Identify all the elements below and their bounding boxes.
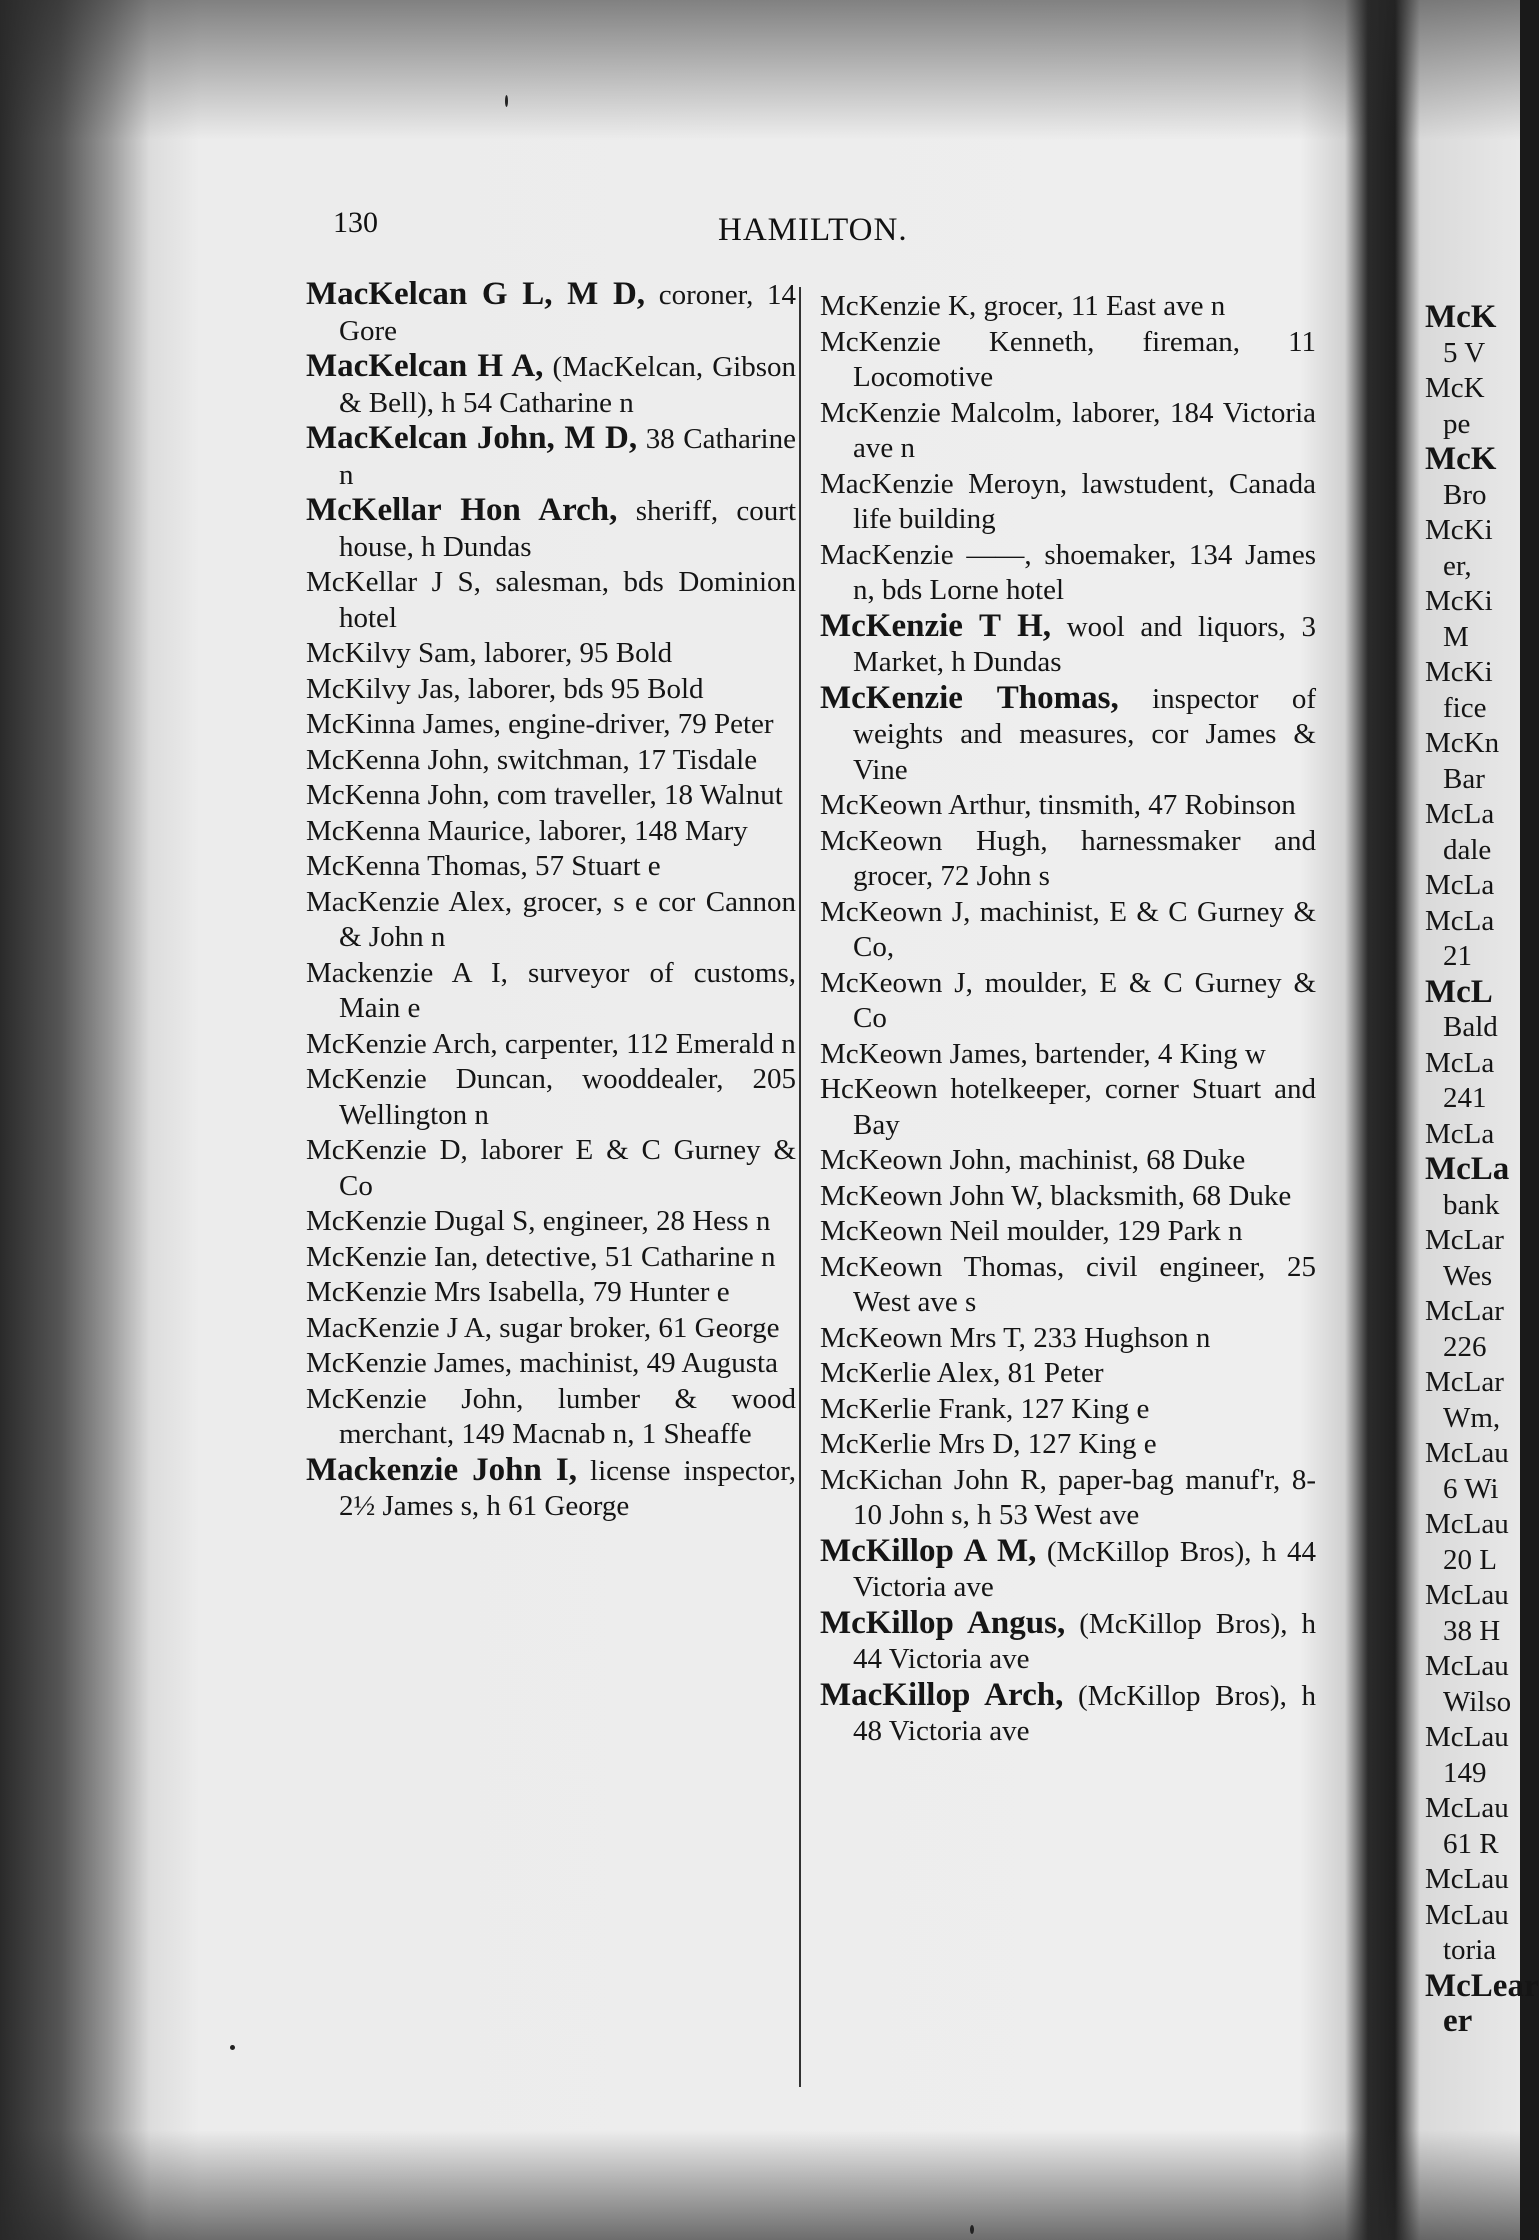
directory-entry <box>820 609 1316 681</box>
partial-entry-fragment: McLa <box>1425 798 1495 830</box>
partial-entry-fragment: 38 H <box>1443 1614 1501 1647</box>
partial-entry-fragment: toria <box>1443 1934 1497 1966</box>
entry-details: sugar broker, 61 George <box>492 1311 780 1344</box>
directory-entry <box>306 565 796 636</box>
directory-entry <box>306 1311 796 1347</box>
partial-entry-fragment: 226 <box>1443 1330 1487 1363</box>
directory-entry <box>820 396 1316 467</box>
directory-entry <box>820 895 1316 966</box>
entry-name: MacKenzie J A, <box>306 1311 493 1344</box>
entry-name: McKenzie Thomas, <box>820 679 1119 716</box>
directory-entry <box>306 1133 796 1204</box>
entry-name: Mackenzie A I, <box>306 956 508 989</box>
directory-entry <box>820 824 1316 895</box>
entry-details: 79 Hunter e <box>585 1276 730 1308</box>
entry-details: moulder, E & C Gurney & Co <box>853 966 1317 1034</box>
partial-entry-fragment: bank <box>1443 1188 1500 1221</box>
partial-entry-fragment: McLa <box>1425 1117 1495 1150</box>
entry-name: McKeown John W, <box>820 1179 1044 1212</box>
directory-entry <box>306 707 796 743</box>
entry-details: coroner, 14 Gore <box>339 279 796 347</box>
directory-entry <box>820 1463 1316 1534</box>
partial-entry-fragment: 21 <box>1443 940 1472 972</box>
entry-details: hotelkeeper, corner Stuart and Bay <box>853 1073 1316 1141</box>
entry-name: McKerlie Mrs D, <box>820 1428 1021 1460</box>
partial-entry-fragment: 5 V <box>1443 336 1486 369</box>
entry-name: McKeown Neil <box>820 1215 1000 1247</box>
partial-entry-fragment: McLau <box>1425 1579 1509 1611</box>
entry-details: fireman, 11 Locomotive <box>853 325 1316 393</box>
partial-entry-fragment: 149 <box>1443 1756 1487 1789</box>
directory-entry <box>306 814 796 850</box>
directory-entry <box>820 1534 1316 1606</box>
entry-name: McKenzie Kenneth, <box>820 325 1095 358</box>
entry-name: MacKelcan H A, <box>306 348 544 384</box>
entry-details: lawstudent, Canada life building <box>853 467 1316 535</box>
entry-details: lumber & wood merchant, 149 Macnab n, 1 Sheaffe <box>339 1382 796 1450</box>
entry-details: 127 King e <box>1013 1392 1150 1425</box>
directory-entry <box>820 1392 1316 1428</box>
partial-entry-fragment: McLear <box>1425 1967 1539 2004</box>
entry-name: McKenzie James, <box>306 1347 513 1379</box>
bottom-edge-shadow <box>0 2130 1520 2240</box>
directory-entry <box>820 1072 1316 1143</box>
entry-details: switchman, 17 Tisdale <box>489 743 758 776</box>
entry-name: MacKenzie Meroyn, <box>820 467 1068 500</box>
scan-speck <box>505 95 508 107</box>
entry-name: McKeown Mrs T, <box>820 1321 1026 1354</box>
entry-name: McKeown James, <box>820 1037 1028 1070</box>
entry-details: 38 Catharine n <box>339 423 796 491</box>
entry-details: wooddealer, 205 Wellington n <box>339 1063 796 1131</box>
directory-entry <box>306 277 796 349</box>
entry-details: machinist, 68 Duke <box>1011 1144 1246 1176</box>
entry-details: machinist, 49 Augusta <box>512 1347 778 1379</box>
partial-entry-fragment: 241 <box>1443 1082 1487 1114</box>
directory-entry <box>306 849 796 885</box>
entry-details: moulder, 129 Park n <box>999 1215 1243 1247</box>
scan-speck <box>230 2045 235 2050</box>
directory-entry <box>306 1062 796 1133</box>
entry-details: grocer, 11 East ave n <box>976 290 1226 322</box>
partial-entry-fragment: McLau <box>1425 1650 1509 1682</box>
partial-entry-fragment: McLau <box>1425 1863 1509 1895</box>
entry-details: inspector of weights and measures, cor James & Vine <box>853 682 1316 786</box>
entry-details: laborer, 148 Mary <box>531 814 748 847</box>
partial-entry-fragment: Bald <box>1443 1011 1498 1043</box>
directory-entry <box>306 743 796 779</box>
directory-entry <box>820 1606 1316 1678</box>
entry-details: sheriff, court house, h Dundas <box>339 495 796 563</box>
partial-entry-fragment: McLa <box>1425 869 1495 901</box>
entry-name: MacKelcan John, M D, <box>306 420 638 456</box>
entry-details: engine-driver, 79 Peter <box>500 708 774 740</box>
partial-entry-fragment: McLa <box>1425 1151 1510 1187</box>
entry-details: (McKillop Bros), h 44 Victoria ave <box>853 1535 1316 1603</box>
directory-entry <box>820 1356 1316 1392</box>
entry-details: engineer, 28 Hess n <box>535 1205 771 1237</box>
directory-entry <box>820 1179 1316 1215</box>
directory-entry <box>820 966 1316 1037</box>
entry-name: McKeown J, <box>820 966 973 999</box>
directory-entry <box>306 636 796 672</box>
directory-entry <box>820 1321 1316 1357</box>
partial-entry-fragment: 6 Wi <box>1443 1472 1499 1505</box>
partial-entry-fragment: McK <box>1425 441 1497 477</box>
entry-name: McKenna Maurice, <box>306 814 532 847</box>
directory-entry <box>306 1382 796 1453</box>
partial-entry-fragment: McLa <box>1425 904 1495 937</box>
partial-entry-fragment: McKi <box>1425 585 1493 617</box>
entry-details: civil engineer, 25 West ave s <box>853 1250 1316 1318</box>
directory-entry <box>820 325 1316 396</box>
partial-entry-fragment: McLa <box>1425 1046 1495 1079</box>
partial-entry-fragment: pe <box>1443 407 1471 440</box>
entry-name: McKeown John, <box>820 1144 1012 1176</box>
entry-name: McKillop A M, <box>820 1532 1037 1569</box>
entry-name: McKillop Angus, <box>820 1604 1066 1641</box>
entry-name: McKenzie K, <box>820 290 977 322</box>
partial-entry-fragment: McLar <box>1425 1224 1504 1256</box>
directory-entry <box>820 289 1316 325</box>
directory-column-left <box>306 277 796 1525</box>
entry-name: McKeown Arthur, <box>820 789 1032 821</box>
entry-details: laborer, 184 Victoria ave n <box>853 396 1316 464</box>
partial-entry-fragment: McKn <box>1425 727 1500 759</box>
entry-name: McKenzie Arch, <box>306 1027 498 1060</box>
partial-entry-fragment: McLau <box>1425 1792 1509 1824</box>
directory-entry <box>306 672 796 708</box>
entry-details: laborer E & C Gurney & Co <box>339 1134 796 1202</box>
directory-entry <box>306 1027 796 1063</box>
partial-entry-fragment: Bro <box>1443 478 1487 511</box>
scan-speck <box>970 2225 974 2234</box>
entry-name: McKenzie T H, <box>820 607 1052 644</box>
entry-name: McKenna Thomas, <box>306 850 528 882</box>
entry-name: McKenna John, <box>306 779 490 811</box>
directory-entry <box>306 421 796 493</box>
directory-entry <box>306 1346 796 1382</box>
directory-entry <box>306 1275 796 1311</box>
entry-name: McKilvy Jas, <box>306 672 461 705</box>
top-edge-shadow <box>0 0 1520 140</box>
entry-name: McKilvy Sam, <box>306 637 477 669</box>
entry-name: McKenzie Malcolm, <box>820 396 1063 429</box>
partial-entry-fragment: er <box>1443 2003 1473 2039</box>
entry-name: McKerlie Frank, <box>820 1392 1014 1425</box>
partial-entry-fragment: McLau <box>1425 1721 1509 1753</box>
partial-entry-fragment: McLar <box>1425 1295 1504 1327</box>
entry-details: shoemaker, 134 James n, bds Lorne hotel <box>853 538 1316 606</box>
column-rule <box>799 287 801 2087</box>
entry-details: surveyor of customs, Main e <box>339 956 796 1024</box>
entry-details: detective, 51 Catharine n <box>478 1240 776 1273</box>
entry-name: McKeown Hugh, <box>820 824 1048 857</box>
directory-entry <box>306 778 796 814</box>
partial-entry-fragment: Wilso <box>1443 1685 1512 1718</box>
partial-entry-fragment: Bar <box>1443 762 1485 795</box>
page-number: 130 <box>333 206 378 239</box>
entry-details: wool and liquors, 3 Market, h Dundas <box>853 610 1316 678</box>
entry-details: machinist, E & C Gurney & Co, <box>853 895 1317 963</box>
partial-entry-fragment: McL <box>1425 973 1493 1010</box>
entry-details: paper-bag manuf'r, 8-10 John s, h 53 West ave <box>853 1463 1316 1531</box>
entry-details: salesman, bds Dominion hotel <box>339 566 797 634</box>
directory-entry <box>820 538 1316 609</box>
directory-entry <box>306 885 796 956</box>
entry-name: McKenzie John, <box>306 1382 524 1415</box>
directory-entry <box>820 1214 1316 1250</box>
entry-name: McKenzie D, <box>306 1134 468 1166</box>
entry-details: 57 Stuart e <box>527 850 661 882</box>
directory-entry <box>820 467 1316 538</box>
entry-name: McKenzie Duncan, <box>306 1063 554 1095</box>
entry-name: McKinna James, <box>306 708 501 740</box>
directory-entry <box>820 1037 1316 1073</box>
entry-name: MacKelcan G L, M D, <box>306 276 646 312</box>
entry-name: MacKillop Arch, <box>820 1676 1064 1713</box>
directory-entry <box>306 1204 796 1240</box>
entry-name: MacKenzie ——, <box>820 538 1032 571</box>
partial-entry-fragment: Wm, <box>1443 1401 1501 1434</box>
directory-entry <box>820 1678 1316 1750</box>
directory-entry <box>306 349 796 421</box>
entry-details: license inspector, 2½ James s, h 61 George <box>339 1454 796 1522</box>
partial-entry-fragment: 20 L <box>1443 1543 1497 1576</box>
partial-entry-fragment: McK <box>1425 299 1497 335</box>
entry-name: McKerlie Alex, <box>820 1357 1001 1389</box>
directory-column-right-partial <box>1425 299 1539 2040</box>
partial-entry-fragment: McKi <box>1425 514 1493 546</box>
entry-details: 81 Peter <box>1000 1357 1104 1389</box>
directory-entry <box>820 1143 1316 1179</box>
partial-entry-fragment: McLar <box>1425 1366 1504 1398</box>
entry-details: bartender, 4 King w <box>1027 1037 1266 1070</box>
entry-details: grocer, s e cor Cannon & John n <box>339 885 797 953</box>
entry-name: Mackenzie John I, <box>306 1451 577 1488</box>
entry-details: blacksmith, 68 Duke <box>1043 1179 1292 1212</box>
partial-entry-fragment: McLau <box>1425 1508 1509 1540</box>
entry-name: McKellar J S, <box>306 566 481 598</box>
partial-entry-fragment: McLau <box>1425 1437 1509 1469</box>
entry-name: McKeown J, <box>820 895 971 928</box>
entry-details: tinsmith, 47 Robinson <box>1031 789 1296 821</box>
partial-entry-fragment: Wes <box>1443 1259 1493 1292</box>
entry-name: MacKenzie Alex, <box>306 885 513 918</box>
entry-name: McKenzie Ian, <box>306 1240 479 1273</box>
entry-name: McKichan John R, <box>820 1463 1047 1496</box>
entry-details: 233 Hughson n <box>1025 1321 1211 1354</box>
entry-details: (McKillop Bros), h 48 Victoria ave <box>853 1679 1317 1747</box>
entry-name: McKenna John, <box>306 743 490 776</box>
directory-entry <box>306 1453 796 1525</box>
partial-entry-fragment: M <box>1443 620 1469 653</box>
directory-entry <box>820 681 1316 789</box>
entry-name: McKeown Thomas, <box>820 1250 1065 1283</box>
entry-details: carpenter, 112 Emerald n <box>497 1027 796 1060</box>
entry-details: (McKillop Bros), h 44 Victoria ave <box>853 1607 1317 1675</box>
entry-name: McKenzie Dugal S, <box>306 1205 536 1237</box>
entry-details: 127 King e <box>1020 1428 1157 1460</box>
partial-entry-fragment: dale <box>1443 833 1492 866</box>
partial-entry-fragment: er, <box>1443 549 1472 582</box>
entry-details: harnessmaker and grocer, 72 John s <box>853 824 1316 892</box>
directory-entry <box>306 493 796 565</box>
directory-column-middle <box>820 289 1316 1750</box>
partial-entry-fragment: McLau <box>1425 1898 1509 1931</box>
entry-name: McKenzie Mrs Isabella, <box>306 1276 586 1308</box>
entry-details: com traveller, 18 Walnut <box>489 779 783 811</box>
partial-entry-fragment: fice <box>1443 691 1487 724</box>
directory-entry <box>306 956 796 1027</box>
directory-entry <box>820 788 1316 824</box>
partial-entry-fragment: McK <box>1425 372 1485 404</box>
entry-name: HcKeown <box>820 1073 938 1105</box>
directory-entry <box>820 1250 1316 1321</box>
entry-name: McKellar Hon Arch, <box>306 492 618 528</box>
directory-entry <box>306 1240 796 1276</box>
partial-entry-fragment: McKi <box>1425 656 1493 688</box>
entry-details: laborer, 95 Bold <box>476 637 673 669</box>
entry-details: (MacKelcan, Gibson & Bell), h 54 Catharine n <box>339 351 796 419</box>
partial-entry-fragment: 61 R <box>1443 1827 1499 1860</box>
running-head: HAMILTON. <box>718 212 908 248</box>
entry-details: laborer, bds 95 Bold <box>460 672 704 705</box>
directory-entry <box>820 1427 1316 1463</box>
